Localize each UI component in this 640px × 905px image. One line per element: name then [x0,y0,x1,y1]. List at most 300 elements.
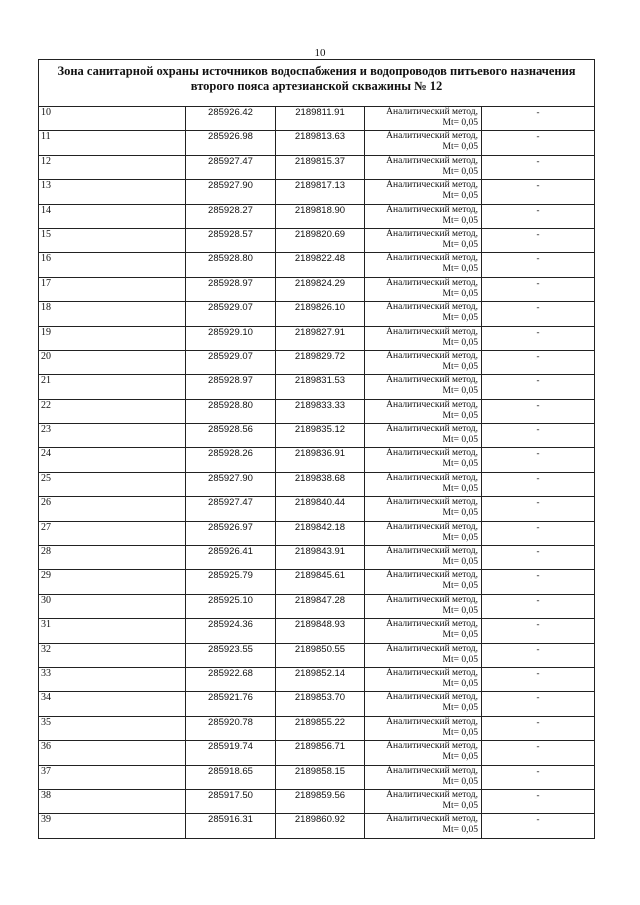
y-coordinate: 2189842.18 [294,521,346,533]
table-row [39,789,595,813]
x-coordinate: 285922.68 [208,667,253,679]
y-coordinate: 2189858.15 [294,765,346,777]
point-number: 29 [41,570,51,582]
coordinates-table [38,59,595,839]
note-value: - [536,546,540,557]
y-coordinate: 2189817.13 [294,180,346,192]
point-number: 24 [41,448,51,460]
method-accuracy: Mt= 0,05 [442,166,478,177]
point-number: 22 [41,399,51,411]
point-number: 13 [41,180,51,192]
table-row [39,180,595,204]
note-cell [482,716,595,740]
y-coordinate: 2189855.22 [294,716,346,728]
point-number-cell [39,497,186,521]
point-number: 30 [41,594,51,606]
note-value: - [536,277,540,288]
x-coordinate-cell [186,472,276,496]
point-number-cell [39,350,186,374]
table-title [39,60,595,107]
point-number: 14 [41,204,51,216]
table-row [39,619,595,643]
point-number: 12 [41,155,51,167]
x-coordinate: 285926.98 [208,131,253,143]
y-coordinate-cell [276,643,365,667]
method-accuracy: Mt= 0,05 [442,118,478,128]
y-coordinate: 2189829.72 [294,350,346,362]
note-cell [482,692,595,716]
title-line-2: второго пояса артезианской скважины № 12 [190,79,443,93]
x-coordinate-cell [186,619,276,643]
point-number: 27 [41,521,51,533]
y-coordinate-cell [276,302,365,326]
x-coordinate-cell [186,692,276,716]
point-number-cell [39,619,186,643]
note-value: - [536,497,540,508]
note-cell [482,326,595,350]
y-coordinate: 2189815.37 [294,155,346,167]
x-coordinate-cell [186,814,276,838]
point-number-cell [39,155,186,179]
method-name: Аналитический метод, [386,789,478,800]
table-row [39,107,595,131]
note-value: - [536,619,540,630]
y-coordinate-cell [276,448,365,472]
method-name: Аналитический метод, [386,497,478,508]
point-number-cell [39,180,186,204]
y-coordinate: 2189848.93 [294,619,346,631]
note-cell [482,107,595,131]
table-row [39,765,595,789]
y-coordinate: 2189840.44 [294,497,346,509]
point-number-cell [39,546,186,570]
point-number: 28 [41,546,51,558]
method-accuracy: Mt= 0,05 [442,508,478,519]
note-cell [482,472,595,496]
y-coordinate-cell [276,716,365,740]
note-value: - [536,667,540,678]
x-coordinate: 285927.47 [208,497,253,509]
note-value: - [536,570,540,581]
note-value: - [536,692,540,703]
x-coordinate: 285928.27 [208,204,253,216]
note-cell [482,277,595,301]
note-cell [482,741,595,765]
x-coordinate-cell [186,497,276,521]
point-number: 25 [41,472,51,484]
y-coordinate-cell [276,326,365,350]
y-coordinate: 2189843.91 [294,546,346,558]
point-number-cell [39,570,186,594]
y-coordinate-cell [276,594,365,618]
method-cell [365,692,482,716]
y-coordinate: 2189835.12 [294,424,346,436]
table-row [39,350,595,374]
y-coordinate: 2189856.71 [294,741,346,753]
x-coordinate: 285928.56 [208,424,253,436]
method-cell [365,253,482,277]
method-accuracy: Mt= 0,05 [442,654,478,665]
x-coordinate: 285925.79 [208,570,253,582]
method-name: Аналитический метод, [386,302,478,313]
method-cell [365,497,482,521]
table-row [39,326,595,350]
y-coordinate-cell [276,350,365,374]
x-coordinate: 285927.90 [208,180,253,192]
table-row [39,424,595,448]
title-row [39,60,595,107]
method-name: Аналитический метод, [386,765,478,776]
point-number: 15 [41,228,51,240]
x-coordinate-cell [186,643,276,667]
table-row [39,375,595,399]
point-number-cell [39,667,186,691]
table-row [39,570,595,594]
note-cell [482,375,595,399]
method-cell [365,180,482,204]
note-cell [482,448,595,472]
note-value: - [536,326,540,337]
table-row [39,643,595,667]
method-name: Аналитический метод, [386,399,478,410]
x-coordinate: 285928.26 [208,448,253,460]
method-accuracy: Mt= 0,05 [442,703,478,714]
method-cell [365,107,482,131]
method-name: Аналитический метод, [386,472,478,483]
method-accuracy: Mt= 0,05 [442,142,478,153]
y-coordinate: 2189824.29 [294,277,346,289]
y-coordinate-cell [276,765,365,789]
point-number: 11 [41,131,51,143]
method-accuracy: Mt= 0,05 [442,459,478,470]
point-number-cell [39,814,186,838]
y-coordinate: 2189853.70 [294,692,346,704]
table-body [39,60,595,839]
note-cell [482,180,595,204]
table-row [39,253,595,277]
point-number: 34 [41,692,51,704]
method-name: Аналитический метод, [386,375,478,386]
table-row [39,277,595,301]
y-coordinate-cell [276,155,365,179]
method-cell [365,399,482,423]
note-cell [482,619,595,643]
y-coordinate: 2189831.53 [294,375,346,387]
note-value: - [536,716,540,727]
point-number: 10 [41,107,51,118]
method-cell [365,789,482,813]
table-row [39,594,595,618]
point-number: 35 [41,716,51,728]
method-accuracy: Mt= 0,05 [442,361,478,372]
note-value: - [536,155,540,166]
table-row [39,521,595,545]
method-name: Аналитический метод, [386,619,478,630]
y-coordinate-cell [276,228,365,252]
method-name: Аналитический метод, [386,716,478,727]
method-cell [365,716,482,740]
method-name: Аналитический метод, [386,180,478,191]
point-number: 23 [41,424,51,436]
point-number-cell [39,131,186,155]
method-name: Аналитический метод, [386,741,478,752]
note-value: - [536,741,540,752]
x-coordinate-cell [186,253,276,277]
method-cell [365,228,482,252]
method-cell [365,131,482,155]
method-cell [365,155,482,179]
method-accuracy: Mt= 0,05 [442,678,478,689]
method-accuracy: Mt= 0,05 [442,337,478,348]
y-coordinate-cell [276,131,365,155]
method-accuracy: Mt= 0,05 [442,288,478,299]
x-coordinate: 285926.42 [208,107,253,118]
y-coordinate: 2189836.91 [294,448,346,460]
point-number-cell [39,204,186,228]
method-cell [365,667,482,691]
y-coordinate-cell [276,277,365,301]
x-coordinate: 285916.31 [208,814,253,826]
method-name: Аналитический метод, [386,107,478,117]
note-value: - [536,814,540,825]
y-coordinate-cell [276,570,365,594]
method-name: Аналитический метод, [386,131,478,142]
point-number: 19 [41,326,51,338]
method-name: Аналитический метод, [386,350,478,361]
x-coordinate: 285928.80 [208,253,253,265]
point-number-cell [39,741,186,765]
point-number: 21 [41,375,51,387]
x-coordinate-cell [186,228,276,252]
method-cell [365,472,482,496]
y-coordinate-cell [276,472,365,496]
x-coordinate-cell [186,204,276,228]
y-coordinate-cell [276,375,365,399]
note-cell [482,228,595,252]
method-name: Аналитический метод, [386,204,478,215]
y-coordinate-cell [276,789,365,813]
x-coordinate: 285928.57 [208,228,253,240]
note-value: - [536,399,540,410]
note-cell [482,253,595,277]
method-accuracy: Mt= 0,05 [442,727,478,738]
y-coordinate-cell [276,667,365,691]
x-coordinate: 285929.07 [208,302,253,314]
method-accuracy: Mt= 0,05 [442,215,478,226]
method-cell [365,643,482,667]
point-number-cell [39,326,186,350]
method-accuracy: Mt= 0,05 [442,313,478,324]
method-cell [365,375,482,399]
y-coordinate: 2189811.91 [295,107,345,118]
point-number-cell [39,472,186,496]
y-coordinate: 2189833.33 [294,399,346,411]
note-value: - [536,765,540,776]
y-coordinate: 2189826.10 [294,302,346,314]
point-number: 33 [41,667,51,679]
x-coordinate: 285925.10 [208,594,253,606]
point-number: 38 [41,789,51,801]
x-coordinate-cell [186,107,276,131]
x-coordinate-cell [186,399,276,423]
x-coordinate: 285926.41 [208,546,253,558]
y-coordinate: 2189827.91 [294,326,346,338]
note-cell [482,789,595,813]
note-value: - [536,350,540,361]
note-cell [482,399,595,423]
point-number: 39 [41,814,51,826]
y-coordinate-cell [276,180,365,204]
method-name: Аналитический метод, [386,424,478,435]
point-number: 17 [41,277,51,289]
point-number-cell [39,789,186,813]
note-value: - [536,253,540,264]
method-accuracy: Mt= 0,05 [442,752,478,763]
x-coordinate-cell [186,326,276,350]
x-coordinate-cell [186,131,276,155]
method-name: Аналитический метод, [386,643,478,654]
x-coordinate-cell [186,789,276,813]
method-name: Аналитический метод, [386,692,478,703]
method-accuracy: Mt= 0,05 [442,410,478,421]
method-cell [365,765,482,789]
table-row [39,204,595,228]
note-cell [482,131,595,155]
method-accuracy: Mt= 0,05 [442,825,478,836]
note-cell [482,570,595,594]
point-number: 37 [41,765,51,777]
x-coordinate: 285927.90 [208,472,253,484]
x-coordinate: 285926.97 [208,521,253,533]
note-cell [482,643,595,667]
method-accuracy: Mt= 0,05 [442,630,478,641]
note-cell [482,765,595,789]
x-coordinate: 285928.97 [208,277,253,289]
method-cell [365,424,482,448]
method-cell [365,302,482,326]
note-value: - [536,448,540,459]
x-coordinate-cell [186,546,276,570]
y-coordinate: 2189847.28 [294,594,346,606]
x-coordinate: 285918.65 [208,765,253,777]
method-name: Аналитический метод, [386,228,478,239]
method-name: Аналитический метод, [386,521,478,532]
y-coordinate-cell [276,741,365,765]
method-name: Аналитический метод, [386,594,478,605]
y-coordinate: 2189859.56 [294,789,346,801]
note-value: - [536,204,540,215]
y-coordinate: 2189820.69 [294,228,346,240]
x-coordinate-cell [186,448,276,472]
point-number-cell [39,765,186,789]
note-value: - [536,521,540,532]
x-coordinate-cell [186,741,276,765]
point-number-cell [39,594,186,618]
x-coordinate: 285924.36 [208,619,253,631]
x-coordinate-cell [186,667,276,691]
point-number-cell [39,448,186,472]
y-coordinate-cell [276,253,365,277]
x-coordinate-cell [186,375,276,399]
method-name: Аналитический метод, [386,155,478,166]
method-cell [365,741,482,765]
note-value: - [536,375,540,386]
x-coordinate-cell [186,521,276,545]
x-coordinate: 285921.76 [208,692,253,704]
note-value: - [536,131,540,142]
method-cell [365,326,482,350]
x-coordinate-cell [186,302,276,326]
method-accuracy: Mt= 0,05 [442,435,478,446]
method-accuracy: Mt= 0,05 [442,191,478,202]
x-coordinate: 285928.80 [208,399,253,411]
note-cell [482,814,595,838]
y-coordinate: 2189860.92 [294,814,346,826]
y-coordinate-cell [276,424,365,448]
table-row [39,692,595,716]
note-value: - [536,302,540,313]
table-row [39,716,595,740]
y-coordinate-cell [276,619,365,643]
x-coordinate: 285927.47 [208,155,253,167]
method-accuracy: Mt= 0,05 [442,386,478,397]
note-value: - [536,594,540,605]
method-cell [365,521,482,545]
x-coordinate-cell [186,594,276,618]
y-coordinate: 2189813.63 [294,131,346,143]
y-coordinate-cell [276,692,365,716]
method-name: Аналитический метод, [386,253,478,264]
method-cell [365,594,482,618]
x-coordinate: 285929.10 [208,326,253,338]
method-accuracy: Mt= 0,05 [442,239,478,250]
y-coordinate-cell [276,546,365,570]
method-cell [365,204,482,228]
method-accuracy: Mt= 0,05 [442,557,478,568]
method-name: Аналитический метод, [386,814,478,825]
point-number: 16 [41,253,51,265]
note-cell [482,350,595,374]
method-cell [365,448,482,472]
table-row [39,131,595,155]
method-name: Аналитический метод, [386,546,478,557]
method-cell [365,814,482,838]
x-coordinate: 285919.74 [208,741,253,753]
method-name: Аналитический метод, [386,570,478,581]
point-number: 31 [41,619,51,631]
x-coordinate: 285920.78 [208,716,253,728]
y-coordinate: 2189822.48 [294,253,346,265]
x-coordinate-cell [186,155,276,179]
table-row [39,228,595,252]
x-coordinate-cell [186,277,276,301]
x-coordinate: 285929.07 [208,350,253,362]
y-coordinate-cell [276,204,365,228]
note-value: - [536,424,540,435]
method-cell [365,546,482,570]
y-coordinate-cell [276,814,365,838]
table-row [39,399,595,423]
note-cell [482,594,595,618]
x-coordinate: 285928.97 [208,375,253,387]
method-accuracy: Mt= 0,05 [442,581,478,592]
point-number: 18 [41,302,51,314]
y-coordinate: 2189838.68 [294,472,346,484]
y-coordinate-cell [276,107,365,131]
note-value: - [536,180,540,191]
note-cell [482,497,595,521]
table-row [39,155,595,179]
